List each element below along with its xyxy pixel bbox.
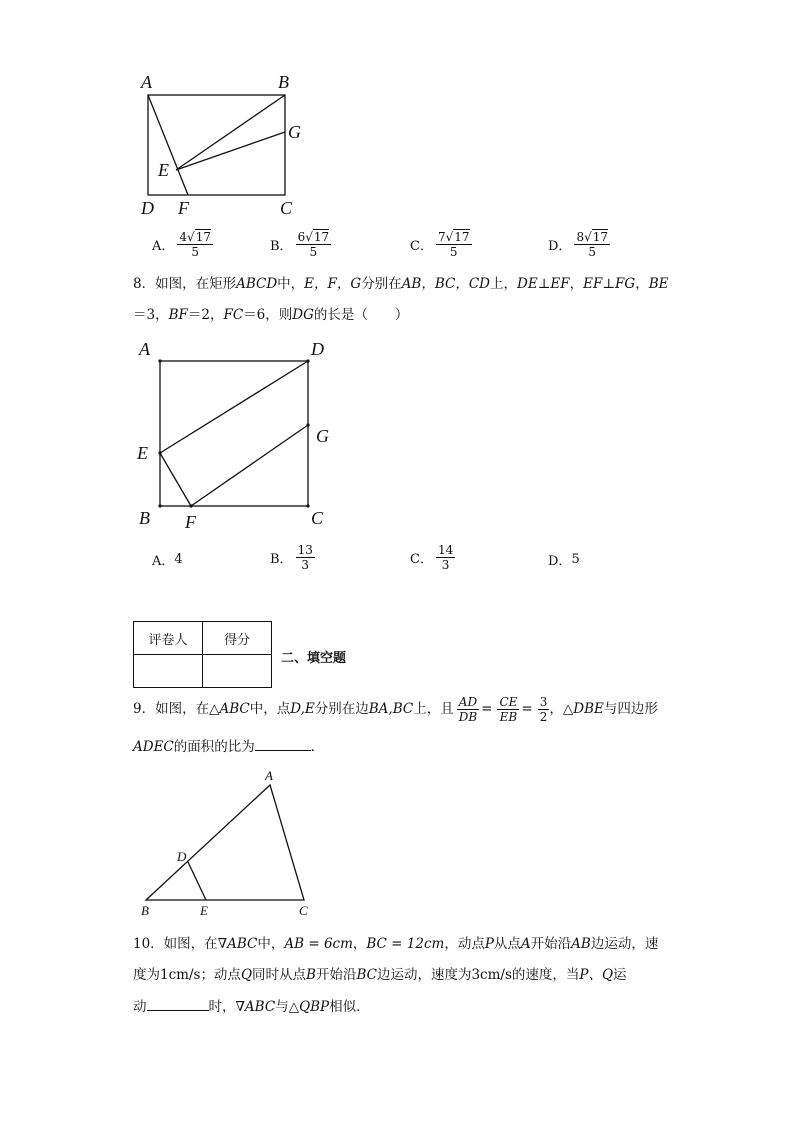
q10-line-3: 动 时，∇ABC与△QBP相似． [133,996,370,1017]
fig1-label-c: C [280,198,293,218]
q10-line-2: 度为1cm/s；动点Q同时从点B开始沿BC边运动，速度为3cm/s的速度，当P、Q运 [133,967,627,983]
q7-option-b[interactable]: B． $\frac{6√17}{5}$ [270,230,330,259]
q8-option-c[interactable]: C． $\frac{14}{3}$ [410,543,454,572]
q10-answer-blank[interactable] [147,996,209,1011]
q7-option-c[interactable]: C． $\frac{7√17}{5}$ [410,230,470,259]
fig2-label-c: C [311,508,324,528]
q9-line-2: ADEC的面积的比为 ． [133,736,324,757]
figure-square-efg [150,352,320,514]
q9-line-1: 9．如图，在 △ABC 中，点 D,E 分别在边 BA,BC 上，且 $\frac{AD}{DB}$ = $\frac{CE}{EB}$ = $\frac{3}{2}$ ， △DBE 与四边形 [133,694,658,724]
fig3-label-c: C [299,903,308,918]
fig3-label-e: E [200,903,208,918]
q8-option-d[interactable]: D． 5 [548,552,580,569]
score-table-score-cell[interactable] [203,655,272,688]
fig3-label-a: A [265,768,273,783]
score-table-score-header: 得分 [203,622,272,655]
fig3-label-d: D [177,849,187,864]
fig2-label-b: B [139,508,150,528]
fig2-label-e: E [137,443,148,463]
fig2-label-g: G [316,426,329,446]
q10-line-1: 10．如图，在∇ABC中，AB = 6cm，BC = 12cm，动点P从点A开始沿AB边运动，速 [133,936,659,952]
q7-option-a[interactable]: A． $\frac{4√17}{5}$ [152,230,211,259]
fig1-label-d: D [141,198,154,218]
q7-option-d[interactable]: D． $\frac{8√17}{5}$ [548,230,609,259]
fig2-label-a: A [139,339,150,359]
fig1-label-e: E [158,160,169,180]
q8-line-1: 8．如图，在矩形ABCD中，E，F，G分别在AB，BC，CD上，DE⊥EF，EF⊥FG，BE [133,276,669,292]
fig1-label-a: A [141,72,152,92]
fig3-label-b: B [141,903,149,918]
q8-option-a[interactable]: A． 4 [152,552,183,569]
section-title-fill-in: 二、填空题 [281,651,347,666]
fig1-label-g: G [288,122,301,142]
q8-line-2: ＝3，BF＝2，FC＝6，则DG的长是（ ） [133,307,409,323]
figure-triangle-abc [140,780,320,905]
fig2-label-f: F [185,512,196,532]
fig1-label-b: B [278,72,289,92]
q9-answer-blank[interactable] [255,736,311,751]
q8-option-b[interactable]: B． $\frac{13}{3}$ [270,543,313,572]
fig2-label-d: D [311,339,324,359]
score-table-grader-cell[interactable] [134,655,203,688]
score-table-grader-header: 评卷人 [134,622,203,655]
figure-rectangle-efg [140,70,320,220]
score-table [133,621,272,688]
fig1-label-f: F [178,198,189,218]
